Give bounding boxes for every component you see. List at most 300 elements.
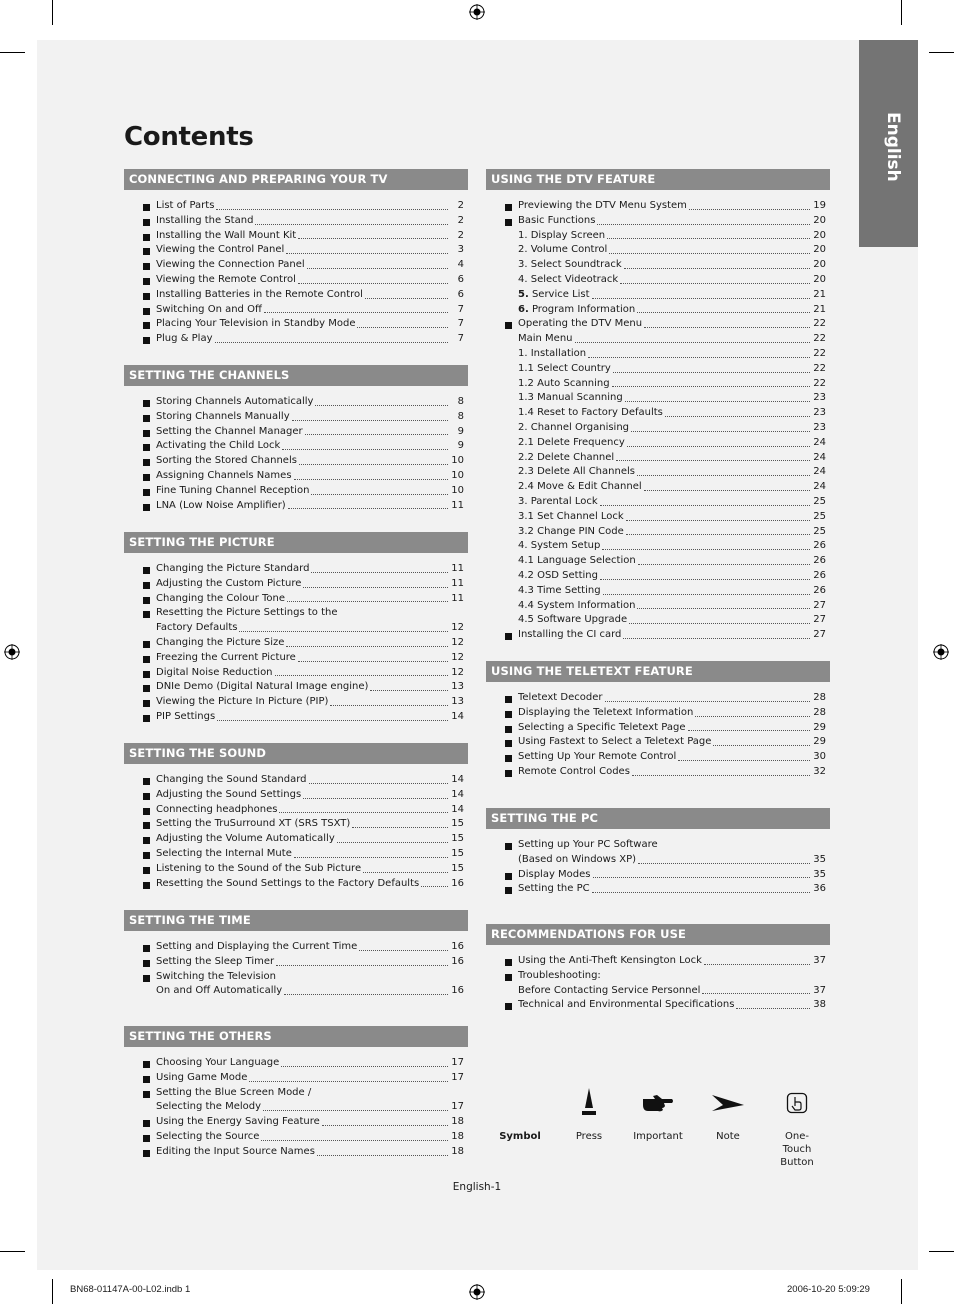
toc-entry-page: 18 xyxy=(451,1130,464,1142)
toc-entry[interactable] xyxy=(124,410,468,425)
bullet-column xyxy=(124,984,156,999)
toc-entry-label: Changing the Colour Tone xyxy=(156,592,286,604)
toc-entry-label: Resetting the Picture Settings to the xyxy=(156,607,338,619)
dot-leader xyxy=(421,885,448,887)
toc-entry-label: Installing the CI card xyxy=(518,629,622,641)
bullet-column xyxy=(486,480,518,495)
toc-entry-label: Factory Defaults xyxy=(156,622,238,634)
dot-leader xyxy=(263,1109,448,1111)
toc-entry[interactable] xyxy=(124,332,468,347)
toc-list xyxy=(486,199,830,643)
toc-entry[interactable] xyxy=(124,710,468,725)
bullet-column xyxy=(124,229,156,244)
toc-entry[interactable] xyxy=(124,469,468,484)
toc-entry-page: 22 xyxy=(813,347,826,359)
toc-entry-page: 23 xyxy=(813,407,826,419)
dot-leader xyxy=(311,571,448,573)
toc-entry-page: 21 xyxy=(813,288,826,300)
toc-entry[interactable] xyxy=(124,636,468,651)
dot-leader xyxy=(278,979,448,980)
toc-section xyxy=(124,532,468,725)
bullet-column xyxy=(124,940,156,955)
toc-list xyxy=(124,940,468,999)
toc-entry[interactable] xyxy=(486,868,830,883)
toc-list xyxy=(486,838,830,897)
toc-entry[interactable] xyxy=(486,495,830,510)
bullet-column xyxy=(486,969,518,984)
toc-entry[interactable] xyxy=(124,1056,468,1071)
section-heading: SETTING THE PC xyxy=(486,808,830,829)
toc-entry[interactable] xyxy=(486,984,830,999)
bullet-column xyxy=(486,750,518,765)
toc-entry[interactable] xyxy=(486,628,830,643)
square-bullet-icon xyxy=(143,867,150,874)
toc-entry[interactable] xyxy=(486,691,830,706)
toc-entry-page: 18 xyxy=(451,1145,464,1157)
dot-leader xyxy=(261,1139,448,1141)
bullet-column xyxy=(124,1145,156,1160)
toc-section xyxy=(124,169,468,347)
toc-entry[interactable] xyxy=(124,577,468,592)
toc-entry[interactable] xyxy=(124,970,468,985)
square-bullet-icon xyxy=(143,641,150,648)
registration-mark-icon xyxy=(933,644,949,660)
square-bullet-icon xyxy=(505,770,512,777)
dot-leader xyxy=(249,1080,448,1082)
toc-entry-label: DNIe Demo (Digital Natural Image engine) xyxy=(156,681,369,693)
toc-entry[interactable] xyxy=(124,621,468,636)
toc-entry-page: 7 xyxy=(457,318,464,330)
toc-entry[interactable] xyxy=(486,554,830,569)
toc-entry-page: 30 xyxy=(813,751,826,763)
toc-entry-page: 37 xyxy=(813,984,826,996)
toc-entry[interactable] xyxy=(486,853,830,868)
toc-entry[interactable] xyxy=(486,288,830,303)
toc-entry[interactable] xyxy=(486,480,830,495)
square-bullet-icon xyxy=(143,1135,150,1142)
dot-leader xyxy=(216,208,448,210)
dot-leader xyxy=(305,433,448,435)
toc-entry-label: Using Fastext to Select a Teletext Page xyxy=(518,736,712,748)
toc-entry-label: Placing Your Television in Standby Mode xyxy=(156,318,356,330)
toc-entry[interactable] xyxy=(486,735,830,750)
toc-entry[interactable] xyxy=(124,1115,468,1130)
toc-entry-label: 4. System Setup xyxy=(518,540,601,552)
toc-entry-page: 24 xyxy=(813,466,826,478)
toc-entry-label: Previewing the DTV Menu System xyxy=(518,200,687,211)
toc-entry[interactable] xyxy=(124,303,468,318)
section-heading: USING THE TELETEXT FEATURE xyxy=(486,661,830,682)
toc-entry[interactable] xyxy=(486,347,830,362)
toc-entry-label: Resetting the Sound Settings to the Factory Defaults xyxy=(156,877,420,889)
toc-entry-page: 22 xyxy=(813,362,826,374)
one-touch-button-icon xyxy=(786,1092,808,1114)
toc-entry[interactable] xyxy=(124,562,468,577)
toc-entry-page: 17 xyxy=(451,1071,464,1083)
square-bullet-icon xyxy=(143,975,150,982)
square-bullet-icon xyxy=(505,711,512,718)
toc-entry[interactable] xyxy=(486,362,830,377)
bullet-column xyxy=(486,362,518,377)
toc-entry[interactable] xyxy=(124,1086,468,1101)
dot-leader xyxy=(603,593,810,595)
dot-leader xyxy=(339,616,448,617)
toc-entry[interactable] xyxy=(124,1130,468,1145)
toc-entry[interactable] xyxy=(124,199,468,214)
toc-entry[interactable] xyxy=(124,499,468,514)
bullet-column xyxy=(124,439,156,454)
bullet-column xyxy=(124,562,156,577)
dot-leader xyxy=(298,660,448,662)
toc-entry-label: Selecting a Specific Teletext Page xyxy=(518,721,686,733)
toc-entry[interactable] xyxy=(124,695,468,710)
square-bullet-icon xyxy=(505,755,512,762)
dot-leader xyxy=(322,1124,448,1126)
bullet-column xyxy=(486,584,518,599)
square-bullet-icon xyxy=(505,633,512,640)
toc-list xyxy=(124,395,468,513)
toc-entry-page: 24 xyxy=(813,436,826,448)
toc-entry-page: 12 xyxy=(451,666,464,678)
toc-entry[interactable] xyxy=(124,273,468,288)
bullet-column xyxy=(124,243,156,258)
section-heading: RECOMMENDATIONS FOR USE xyxy=(486,924,830,945)
toc-entry[interactable] xyxy=(486,510,830,525)
dot-leader xyxy=(239,630,448,632)
bullet-column xyxy=(124,258,156,273)
toc-entry[interactable] xyxy=(486,406,830,421)
bullet-column xyxy=(486,229,518,244)
square-bullet-icon xyxy=(143,822,150,829)
square-bullet-icon xyxy=(505,219,512,226)
bullet-column xyxy=(124,454,156,469)
bullet-column xyxy=(486,998,518,1013)
toc-entry-page: 29 xyxy=(813,721,826,733)
toc-entry-page: 13 xyxy=(451,681,464,693)
dot-leader xyxy=(626,519,810,521)
section-heading: SETTING THE TIME xyxy=(124,910,468,931)
toc-entry-page: 13 xyxy=(451,696,464,708)
toc-entry-label: Switching On and Off xyxy=(156,303,262,315)
toc-entry[interactable] xyxy=(486,882,830,897)
toc-entry[interactable] xyxy=(486,721,830,736)
toc-entry-page: 35 xyxy=(813,868,826,880)
toc-entry-page: 26 xyxy=(813,569,826,581)
toc-entry[interactable] xyxy=(486,317,830,332)
toc-entry[interactable] xyxy=(124,1071,468,1086)
dot-leader xyxy=(292,419,448,421)
toc-entry[interactable] xyxy=(124,984,468,999)
bullet-column xyxy=(124,303,156,318)
bullet-column xyxy=(124,862,156,877)
toc-entry-label: Plug & Play xyxy=(156,333,213,345)
square-bullet-icon xyxy=(505,740,512,747)
toc-entry[interactable] xyxy=(124,803,468,818)
bullet-column xyxy=(486,317,518,332)
toc-entry[interactable] xyxy=(124,773,468,788)
toc-entry[interactable] xyxy=(124,817,468,832)
toc-entry-page: 16 xyxy=(451,955,464,967)
dot-leader xyxy=(303,797,448,799)
toc-entry[interactable] xyxy=(124,1145,468,1160)
toc-entry[interactable] xyxy=(486,273,830,288)
square-bullet-icon xyxy=(143,715,150,722)
toc-entry[interactable] xyxy=(486,954,830,969)
toc-entry-page: 16 xyxy=(451,941,464,952)
toc-list xyxy=(486,954,830,1013)
toc-entry-label: Selecting the Melody xyxy=(156,1101,262,1113)
square-bullet-icon xyxy=(143,444,150,451)
toc-entry[interactable] xyxy=(486,525,830,540)
toc-entry-page: 2 xyxy=(457,229,464,241)
dot-leader xyxy=(600,504,810,506)
toc-entry[interactable] xyxy=(124,680,468,695)
dot-leader xyxy=(279,811,448,813)
square-bullet-icon xyxy=(143,778,150,785)
toc-entry[interactable] xyxy=(486,584,830,599)
toc-section xyxy=(124,743,468,891)
bullet-column xyxy=(124,317,156,332)
toc-entry[interactable] xyxy=(486,436,830,451)
toc-entry[interactable] xyxy=(486,451,830,466)
dot-leader xyxy=(688,729,810,731)
bullet-column xyxy=(486,569,518,584)
toc-entry-label: 4. Select Videotrack xyxy=(518,273,619,285)
bullet-column xyxy=(124,606,156,621)
symbol-label: Note xyxy=(716,1131,740,1142)
toc-entry-label: 2. Channel Organising xyxy=(518,421,630,433)
toc-entry-label: 1. Installation xyxy=(518,347,587,359)
toc-entry-label: Technical and Environmental Specifications xyxy=(518,999,735,1011)
press-icon xyxy=(581,1087,597,1119)
registration-mark-icon xyxy=(469,4,485,20)
date-time-slug: 2006-10-20 5:09:29 xyxy=(787,1284,870,1295)
dot-leader xyxy=(689,208,810,210)
toc-entry[interactable] xyxy=(486,599,830,614)
dot-leader xyxy=(704,963,810,965)
bullet-column xyxy=(124,288,156,303)
bullet-column xyxy=(124,1086,156,1101)
square-bullet-icon xyxy=(143,582,150,589)
square-bullet-icon xyxy=(143,611,150,618)
dot-leader xyxy=(330,704,448,706)
toc-entry-label: Digital Noise Reduction xyxy=(156,666,273,678)
toc-entry[interactable] xyxy=(124,847,468,862)
dot-leader xyxy=(607,237,810,239)
bullet-column xyxy=(486,554,518,569)
dot-leader xyxy=(286,645,448,647)
bullet-column xyxy=(124,621,156,636)
toc-entry[interactable] xyxy=(124,1100,468,1115)
toc-entry-page: 11 xyxy=(451,563,464,574)
toc-entry[interactable] xyxy=(486,421,830,436)
symbol-heading: Symbol xyxy=(499,1131,541,1142)
toc-entry[interactable] xyxy=(486,214,830,229)
toc-entry-label: On and Off Automatically xyxy=(156,985,283,997)
dot-leader xyxy=(363,871,448,873)
crop-mark xyxy=(0,52,25,53)
toc-entry-label: 2.1 Delete Frequency xyxy=(518,436,625,448)
toc-entry[interactable] xyxy=(486,258,830,273)
toc-entry[interactable] xyxy=(486,243,830,258)
toc-entry[interactable] xyxy=(486,706,830,721)
toc-entry[interactable] xyxy=(124,940,468,955)
toc-entry-label: Assigning Channels Names xyxy=(156,469,292,481)
dot-leader xyxy=(592,891,810,893)
toc-entry-label: 4.4 System Information xyxy=(518,599,636,611)
toc-entry-page: 14 xyxy=(451,774,464,785)
section-heading: SETTING THE SOUND xyxy=(124,743,468,764)
toc-entry-label: Connecting headphones xyxy=(156,803,278,815)
toc-entry[interactable] xyxy=(486,199,830,214)
toc-entry[interactable] xyxy=(124,214,468,229)
bullet-column xyxy=(124,214,156,229)
dot-leader xyxy=(600,578,810,580)
dot-leader xyxy=(307,267,448,269)
toc-entry[interactable] xyxy=(124,666,468,681)
toc-entry-page: 11 xyxy=(451,577,464,589)
page-number-label: English-1 xyxy=(452,1181,502,1193)
bullet-column xyxy=(124,395,156,410)
toc-entry[interactable] xyxy=(124,651,468,666)
dot-leader xyxy=(365,297,448,299)
toc-entry-page: 6 xyxy=(457,273,464,285)
toc-entry-label: List of Parts xyxy=(156,200,215,211)
bullet-column xyxy=(124,1115,156,1130)
bullet-column xyxy=(486,691,518,706)
toc-entry[interactable] xyxy=(124,484,468,499)
toc-entry-label: Setting the Blue Screen Mode / xyxy=(156,1086,312,1098)
toc-entry[interactable] xyxy=(124,955,468,970)
section-heading: USING THE DTV FEATURE xyxy=(486,169,830,190)
toc-entry-label: 3.1 Set Channel Lock xyxy=(518,510,624,522)
toc-entry[interactable] xyxy=(486,613,830,628)
bullet-column xyxy=(486,243,518,258)
dot-leader xyxy=(638,563,810,565)
toc-entry-label: 1.1 Select Country xyxy=(518,362,611,374)
toc-entry[interactable] xyxy=(124,606,468,621)
toc-entry[interactable] xyxy=(486,391,830,406)
file-name-slug: BN68-01147A-00-L02.indb 1 xyxy=(70,1284,191,1295)
toc-entry[interactable] xyxy=(486,765,830,780)
toc-entry[interactable] xyxy=(486,229,830,244)
dot-leader xyxy=(616,459,810,461)
bullet-column xyxy=(124,577,156,592)
toc-entry[interactable] xyxy=(124,395,468,410)
bullet-column xyxy=(486,628,518,643)
toc-entry[interactable] xyxy=(124,832,468,847)
square-bullet-icon xyxy=(143,960,150,967)
crop-mark xyxy=(901,1279,902,1304)
dot-leader xyxy=(624,267,810,269)
toc-entry[interactable] xyxy=(486,465,830,480)
toc-entry-page: 14 xyxy=(451,788,464,800)
toc-entry[interactable] xyxy=(486,969,830,984)
dot-leader xyxy=(620,282,810,284)
bullet-column xyxy=(124,710,156,725)
toc-entry-page: 23 xyxy=(813,421,826,433)
toc-entry[interactable] xyxy=(486,998,830,1013)
square-bullet-icon xyxy=(505,1003,512,1010)
toc-entry-page: 23 xyxy=(813,392,826,404)
square-bullet-icon xyxy=(143,882,150,889)
toc-entry-page: 11 xyxy=(451,499,464,511)
bullet-column xyxy=(124,877,156,892)
toc-entry[interactable] xyxy=(124,862,468,877)
language-tab xyxy=(859,40,918,247)
bullet-column xyxy=(124,410,156,425)
dot-leader xyxy=(613,371,810,373)
bullet-column xyxy=(124,1056,156,1071)
dot-leader xyxy=(299,463,448,465)
toc-entry-page: 7 xyxy=(457,303,464,315)
bullet-column xyxy=(486,539,518,554)
toc-entry[interactable] xyxy=(124,317,468,332)
toc-entry[interactable] xyxy=(124,439,468,454)
toc-entry[interactable] xyxy=(486,303,830,318)
toc-entry[interactable] xyxy=(124,788,468,803)
dot-leader xyxy=(255,223,448,225)
dot-leader xyxy=(298,282,448,284)
toc-entry[interactable] xyxy=(124,243,468,258)
toc-entry-page: 10 xyxy=(451,484,464,496)
toc-entry-page: 10 xyxy=(451,469,464,481)
dot-leader xyxy=(288,507,448,509)
dot-leader xyxy=(637,607,810,609)
toc-entry[interactable] xyxy=(124,425,468,440)
square-bullet-icon xyxy=(143,671,150,678)
dot-leader xyxy=(264,311,448,313)
toc-entry[interactable] xyxy=(124,258,468,273)
dot-leader xyxy=(713,744,810,746)
dot-leader xyxy=(592,297,810,299)
toc-entry[interactable] xyxy=(486,750,830,765)
square-bullet-icon xyxy=(143,700,150,707)
toc-entry-label: Listening to the Sound of the Sub Picture xyxy=(156,862,362,874)
toc-entry[interactable] xyxy=(124,229,468,244)
toc-entry-label: Setting the PC xyxy=(518,883,590,895)
toc-entry[interactable] xyxy=(486,539,830,554)
toc-entry[interactable] xyxy=(124,592,468,607)
square-bullet-icon xyxy=(143,219,150,226)
toc-entry-page: 24 xyxy=(813,481,826,493)
toc-entry[interactable] xyxy=(486,838,830,853)
crop-mark xyxy=(901,0,902,25)
toc-entry-label: Switching the Television xyxy=(156,970,276,982)
toc-entry[interactable] xyxy=(486,569,830,584)
toc-entry-page: 15 xyxy=(451,833,464,845)
bullet-column xyxy=(124,680,156,695)
dot-leader xyxy=(215,341,448,343)
toc-section xyxy=(124,365,468,513)
toc-entry-label: Teletext Decoder xyxy=(518,692,603,703)
bullet-column xyxy=(486,765,518,780)
symbol-label: One-Touch Button xyxy=(780,1131,814,1168)
bullet-column xyxy=(124,832,156,847)
toc-entry[interactable] xyxy=(486,377,830,392)
toc-entry-label: Viewing the Connection Panel xyxy=(156,259,305,271)
toc-entry[interactable] xyxy=(124,288,468,303)
toc-entry[interactable] xyxy=(486,332,830,347)
toc-entry[interactable] xyxy=(124,454,468,469)
bullet-column xyxy=(486,436,518,451)
toc-entry-label: Fine Tuning Channel Reception xyxy=(156,484,310,496)
bullet-column xyxy=(124,592,156,607)
toc-entry[interactable] xyxy=(124,877,468,892)
toc-entry-page: 20 xyxy=(813,273,826,285)
bullet-column xyxy=(486,954,518,969)
bullet-column xyxy=(124,955,156,970)
